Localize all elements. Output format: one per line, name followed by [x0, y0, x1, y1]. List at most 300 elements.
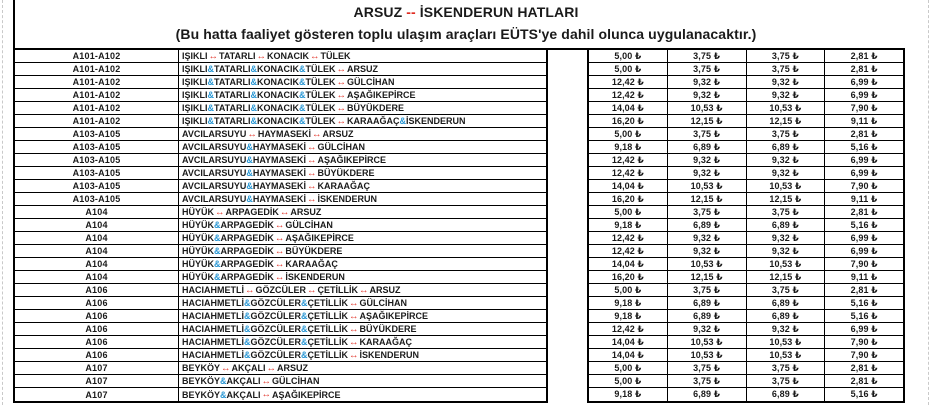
stop-name: KARAAĞAÇ	[285, 259, 338, 269]
fare-cell: 12,15 ₺	[668, 193, 747, 205]
double-arrow-icon: ↔	[307, 167, 317, 179]
ampersand-separator: &	[220, 376, 227, 386]
fare-cell: 5,16 ₺	[850, 141, 878, 152]
ampersand-separator: &	[301, 324, 308, 334]
fare-row	[589, 102, 903, 115]
stop-name: AVCILARSUYU	[182, 142, 247, 152]
fare-cell: 9,32 ₺	[668, 154, 747, 166]
stop-name: BÜYÜKDERE	[347, 103, 405, 113]
fare-cell: 5,00 ₺	[589, 362, 668, 374]
fare-row	[589, 115, 903, 128]
title-destination: İSKENDERUN HATLARI	[419, 4, 579, 20]
route-cell	[179, 323, 546, 335]
route-cell	[179, 258, 546, 270]
fare-cell: 3,75 ₺	[747, 284, 826, 296]
fare-cell: 9,18 ₺	[589, 141, 668, 153]
fare-cell: 14,04 ₺	[589, 336, 668, 348]
stop-name: HACIAHMETLİ	[182, 350, 244, 360]
route-no-cell: A104	[15, 219, 179, 231]
ampersand-separator: &	[301, 311, 308, 321]
fare-cell: 10,53 ₺	[747, 102, 826, 114]
stop-name: IŞIKLI	[182, 51, 208, 61]
route-no-cell: A101-A102	[15, 102, 179, 114]
fare-cell: 10,53 ₺	[747, 349, 826, 361]
stop-name: GÖZCÜLER	[255, 285, 306, 295]
fare-cell: 6,89 ₺	[668, 141, 747, 153]
stop-name: AKÇALI	[226, 389, 261, 400]
fare-row	[589, 206, 903, 219]
table-row	[15, 323, 546, 336]
route-cell	[179, 128, 546, 140]
ampersand-separator: &	[299, 116, 306, 126]
ampersand-separator: &	[214, 259, 221, 269]
fare-row	[589, 128, 903, 141]
stop-name: ÇETİLLİK	[307, 298, 348, 308]
fare-row	[589, 297, 903, 310]
fare-cell: 2,81 ₺	[850, 63, 878, 74]
fare-cell: 6,89 ₺	[668, 310, 747, 322]
fare-cell: 10,53 ₺	[668, 180, 747, 192]
stop-name: BEYKÖY	[182, 389, 221, 400]
fare-cell: 3,75 ₺	[668, 206, 747, 218]
ampersand-separator: &	[244, 311, 251, 321]
double-arrow-icon: ↔	[266, 362, 277, 374]
stop-name: GÜLCİHAN	[272, 376, 320, 386]
fare-cell: 9,18 ₺	[589, 388, 668, 401]
route-no-cell: A104	[15, 232, 179, 244]
ampersand-separator: &	[207, 116, 215, 126]
double-arrow-icon: ↔	[312, 128, 322, 140]
fare-cell: 6,89 ₺	[747, 297, 826, 309]
fare-row	[589, 50, 903, 63]
stop-name: HACIAHMETLİ	[182, 337, 244, 347]
stop-name: TATARLI	[214, 90, 251, 100]
fare-cell: 9,32 ₺	[747, 232, 826, 244]
route-no-cell: A101-A102	[15, 63, 179, 75]
stop-name: TÜLEK	[305, 64, 336, 74]
fare-cell: 6,99 ₺	[850, 245, 878, 256]
route-no-cell: A104	[15, 206, 179, 218]
ampersand-separator: &	[246, 168, 253, 178]
fare-cell: 3,75 ₺	[668, 128, 747, 140]
fare-row	[589, 76, 903, 89]
stop-name: ARPAGEDİK	[220, 259, 274, 269]
fare-cell: 12,42 ₺	[589, 323, 668, 335]
stop-name: GÜLCİHAN	[317, 142, 366, 152]
stop-name: TATARLI	[214, 103, 251, 113]
route-cell	[179, 310, 546, 322]
stop-name: İSKENDERUN	[406, 116, 466, 126]
fare-cell: 6,99 ₺	[850, 154, 878, 165]
stop-name: BÜYÜKDERE	[317, 168, 375, 178]
table-row	[15, 271, 546, 284]
ampersand-separator: &	[299, 64, 306, 74]
fare-cell: 3,75 ₺	[668, 362, 747, 374]
double-arrow-icon: ↔	[336, 76, 347, 88]
route-no-cell: A103-A105	[15, 193, 179, 205]
stop-name: ÇETİLLİK	[307, 324, 348, 334]
stop-name: ÇETİLLİK	[307, 337, 348, 347]
stop-name: AVCILARSUYU	[182, 168, 247, 178]
double-arrow-icon: ↔	[221, 362, 231, 374]
stop-name: KONACIK	[257, 64, 300, 74]
stop-name: HAYMASEKİ	[252, 181, 307, 191]
stop-name: ARSUZ	[290, 207, 322, 217]
table-row	[15, 167, 546, 180]
fare-cell: 10,53 ₺	[668, 258, 747, 270]
stop-name: AŞAĞIKEPİRCE	[285, 233, 354, 243]
fare-cell: 9,18 ₺	[589, 219, 668, 231]
fare-cell: 9,32 ₺	[747, 76, 826, 88]
route-cell	[179, 388, 546, 401]
route-no-cell: A107	[15, 375, 179, 387]
ampersand-separator: &	[299, 77, 306, 87]
ampersand-separator: &	[244, 324, 251, 334]
ampersand-separator: &	[301, 350, 308, 360]
fare-row	[589, 154, 903, 167]
stop-name: HAYMASEKİ	[252, 168, 307, 178]
stop-name: KONACIK	[257, 90, 300, 100]
title-origin: ARSUZ	[353, 4, 403, 20]
route-no-cell: A103-A105	[15, 128, 179, 140]
ampersand-separator: &	[244, 337, 251, 347]
fare-row	[589, 258, 903, 271]
fare-cell: 2,81 ₺	[850, 284, 878, 295]
stop-name: TÜLEK	[320, 51, 351, 61]
stop-name: AVCILARSUYU	[182, 155, 247, 165]
fare-cell: 3,75 ₺	[668, 63, 747, 75]
stop-name: GÖZCÜLER	[250, 298, 301, 308]
fare-cell: 14,04 ₺	[589, 349, 668, 361]
fare-cell: 9,11 ₺	[850, 193, 878, 204]
double-arrow-icon: ↔	[310, 50, 320, 62]
double-arrow-icon: ↔	[349, 336, 359, 348]
route-cell	[179, 349, 546, 361]
fare-cell: 12,15 ₺	[747, 271, 826, 283]
stop-name: HACIAHMETLİ	[182, 324, 244, 334]
fare-row	[589, 89, 903, 102]
fare-cell: 12,15 ₺	[747, 115, 826, 127]
stop-name: GÖZCÜLER	[250, 324, 301, 334]
stop-name: HACIAHMETLİ	[182, 285, 244, 295]
fare-cell: 6,99 ₺	[850, 167, 878, 178]
fare-cell: 3,75 ₺	[747, 362, 826, 374]
stop-name: AKÇALI	[226, 376, 261, 386]
stop-name: ÇETİLLİK	[307, 311, 348, 321]
stop-name: HÜYÜK	[182, 233, 215, 243]
stop-name: KARAAĞAÇ	[359, 337, 412, 347]
stop-name: ARSUZ	[322, 129, 354, 139]
table-row	[15, 102, 546, 115]
fare-cell: 10,53 ₺	[747, 336, 826, 348]
title-separator: --	[406, 4, 416, 20]
fare-cell: 7,90 ₺	[850, 349, 878, 360]
double-arrow-icon: ↔	[336, 102, 347, 114]
route-cell	[179, 141, 546, 153]
stop-name: KARAAĞAÇ	[347, 116, 400, 126]
fare-cell: 6,99 ₺	[850, 89, 878, 100]
fare-cell: 10,53 ₺	[747, 180, 826, 192]
stop-name: AŞAĞIKEPİRCE	[317, 155, 387, 165]
stop-name: TÜLEK	[305, 77, 336, 87]
fare-cell: 6,99 ₺	[850, 76, 878, 87]
route-cell	[179, 180, 546, 192]
stop-name: ARSUZ	[369, 285, 401, 295]
table-row	[15, 245, 546, 258]
table-row	[15, 362, 546, 375]
fare-row	[589, 323, 903, 336]
fare-row	[589, 63, 903, 76]
ampersand-separator: &	[214, 220, 221, 230]
fare-cell: 12,42 ₺	[589, 167, 668, 179]
route-table-body	[13, 50, 548, 403]
stop-name: KONACIK	[267, 51, 310, 61]
ampersand-separator: &	[301, 337, 308, 347]
route-cell	[179, 232, 546, 244]
route-cell	[179, 76, 546, 88]
fare-cell: 3,75 ₺	[668, 50, 747, 62]
route-cell	[179, 284, 546, 296]
stop-name: KONACIK	[257, 116, 300, 126]
fare-cell: 10,53 ₺	[747, 258, 826, 270]
table-row	[15, 89, 546, 102]
fare-tables-wrapper	[13, 48, 905, 403]
stop-name: IŞIKLI	[182, 64, 208, 74]
ampersand-separator: &	[207, 77, 215, 87]
route-no-cell: A104	[15, 271, 179, 283]
route-no-cell: A104	[15, 258, 179, 270]
fare-table-body	[587, 50, 905, 403]
table-row	[15, 349, 546, 362]
double-arrow-icon: ↔	[336, 115, 347, 127]
route-no-cell: A103-A105	[15, 154, 179, 166]
fare-cell: 9,32 ₺	[747, 323, 826, 335]
fare-row	[589, 167, 903, 180]
fare-cell: 6,89 ₺	[668, 388, 747, 401]
fare-row	[589, 141, 903, 154]
route-no-cell: A107	[15, 388, 179, 401]
fare-cell: 6,89 ₺	[747, 219, 826, 231]
stop-name: TATARLI	[214, 64, 251, 74]
double-arrow-icon: ↔	[279, 206, 290, 218]
double-arrow-icon: ↔	[349, 310, 359, 322]
stop-name: KARAAĞAÇ	[317, 181, 371, 191]
double-arrow-icon: ↔	[274, 271, 285, 283]
table-row	[15, 141, 546, 154]
stop-name: TÜLEK	[305, 103, 336, 113]
page-break-line	[928, 0, 929, 405]
route-no-cell: A106	[15, 310, 179, 322]
ampersand-separator: &	[214, 233, 221, 243]
double-arrow-icon: ↔	[307, 141, 317, 153]
fare-cell: 5,16 ₺	[850, 310, 878, 321]
table-row	[15, 297, 546, 310]
stop-name: AVCILARSUYU	[182, 194, 247, 204]
stop-name: AVCILARSUYU	[182, 129, 247, 139]
stop-name: İSKENDERUN	[359, 350, 420, 360]
fare-cell: 5,00 ₺	[589, 375, 668, 387]
stop-name: HACIAHMETLİ	[182, 298, 244, 308]
table-row	[15, 50, 546, 63]
stop-name: ARSUZ	[277, 363, 309, 373]
ampersand-separator: &	[250, 116, 258, 126]
fare-cell: 5,00 ₺	[589, 63, 668, 75]
stop-name: ARPAGEDİK	[220, 272, 274, 282]
fare-cell: 12,42 ₺	[589, 232, 668, 244]
stop-name: BEYKÖY	[182, 376, 221, 386]
fare-cell: 9,32 ₺	[668, 323, 747, 335]
fare-cell: 7,90 ₺	[850, 336, 878, 347]
fare-cell: 2,81 ₺	[850, 206, 878, 217]
fare-cell: 6,99 ₺	[850, 323, 878, 334]
route-cell	[179, 362, 546, 374]
route-cell	[179, 271, 546, 283]
fare-cell: 3,75 ₺	[668, 284, 747, 296]
route-cell	[179, 102, 546, 114]
double-arrow-icon: ↔	[274, 232, 285, 244]
double-arrow-icon: ↔	[307, 180, 317, 192]
fare-row	[589, 362, 903, 375]
stop-name: GÜLCİHAN	[359, 298, 407, 308]
fare-cell: 16,20 ₺	[589, 271, 668, 283]
table-row	[15, 336, 546, 349]
fare-cell: 9,11 ₺	[850, 271, 878, 282]
stop-name: BÜYÜKDERE	[285, 246, 343, 256]
double-arrow-icon: ↔	[359, 284, 369, 296]
stop-name: TATARLI	[219, 51, 256, 61]
route-cell	[179, 115, 546, 127]
page-title	[0, 2, 932, 24]
table-gap	[548, 50, 587, 403]
stop-name: BEYKÖY	[182, 363, 221, 373]
table-row	[15, 180, 546, 193]
ampersand-separator: &	[299, 90, 306, 100]
fare-cell: 3,75 ₺	[747, 63, 826, 75]
page-subtitle: (Bu hatta faaliyet gösteren toplu ulaşım araçları EÜTS'ye dahil olunca uygulanacaktır.)	[175, 25, 757, 42]
fare-row	[589, 219, 903, 232]
route-no-cell: A101-A102	[15, 89, 179, 101]
fare-cell: 10,53 ₺	[668, 336, 747, 348]
ampersand-separator: &	[399, 116, 407, 126]
fare-cell: 5,00 ₺	[589, 206, 668, 218]
fare-cell: 5,16 ₺	[850, 389, 878, 399]
double-arrow-icon: ↔	[274, 258, 285, 270]
stop-name: GÜLCİHAN	[347, 77, 395, 87]
fare-cell: 16,20 ₺	[589, 193, 668, 205]
stop-name: GÖZCÜLER	[250, 311, 301, 321]
stop-name: ARPAGEDİK	[225, 207, 279, 217]
table-row	[15, 388, 546, 401]
fare-cell: 14,04 ₺	[589, 180, 668, 192]
route-no-cell: A103-A105	[15, 141, 179, 153]
stop-name: HÜYÜK	[182, 207, 215, 217]
fare-row	[589, 388, 903, 401]
fare-cell: 2,81 ₺	[850, 375, 878, 386]
fare-cell: 12,15 ₺	[668, 271, 747, 283]
stop-name: TÜLEK	[305, 116, 336, 126]
route-no-cell: A101-A102	[15, 50, 179, 62]
double-arrow-icon: ↔	[307, 284, 317, 296]
stop-name: İSKENDERUN	[285, 272, 345, 282]
route-no-cell: A106	[15, 284, 179, 296]
fare-cell: 12,42 ₺	[589, 76, 668, 88]
double-arrow-icon: ↔	[256, 50, 267, 62]
route-no-cell: A106	[15, 297, 179, 309]
route-no-cell: A103-A105	[15, 180, 179, 192]
stop-name: TÜLEK	[305, 90, 336, 100]
stop-name: HÜYÜK	[182, 246, 215, 256]
table-row	[15, 63, 546, 76]
double-arrow-icon: ↔	[274, 219, 285, 231]
fare-cell: 3,75 ₺	[747, 128, 826, 140]
ampersand-separator: &	[214, 246, 221, 256]
ampersand-separator: &	[299, 103, 306, 113]
table-row	[15, 219, 546, 232]
fare-cell: 6,89 ₺	[668, 219, 747, 231]
double-arrow-icon: ↔	[307, 193, 317, 205]
table-row	[15, 154, 546, 167]
fare-cell: 6,89 ₺	[668, 297, 747, 309]
stop-name: ÇETİLLİK	[307, 350, 348, 360]
double-arrow-icon: ↔	[245, 284, 255, 296]
stop-name: IŞIKLI	[182, 90, 208, 100]
double-arrow-icon: ↔	[274, 245, 285, 257]
ampersand-separator: &	[250, 103, 258, 113]
route-no-cell: A103-A105	[15, 167, 179, 179]
double-arrow-icon: ↔	[307, 154, 317, 166]
table-row	[15, 206, 546, 219]
ampersand-separator: &	[207, 103, 215, 113]
stop-name: AVCILARSUYU	[182, 181, 247, 191]
ampersand-separator: &	[246, 194, 253, 204]
stop-name: HÜYÜK	[182, 220, 215, 230]
stop-name: AŞAĞIKEPİRCE	[272, 389, 341, 400]
fare-cell: 9,18 ₺	[589, 297, 668, 309]
fare-row	[589, 336, 903, 349]
stop-name: GÖZCÜLER	[250, 337, 301, 347]
ampersand-separator: &	[246, 155, 253, 165]
stop-name: İSKENDERUN	[317, 194, 378, 204]
double-arrow-icon: ↔	[247, 128, 257, 140]
fare-cell: 6,99 ₺	[850, 232, 878, 243]
fare-cell: 14,04 ₺	[589, 258, 668, 270]
ampersand-separator: &	[246, 181, 253, 191]
stop-name: HAYMASEKİ	[252, 142, 307, 152]
route-no-cell: A101-A102	[15, 76, 179, 88]
ampersand-separator: &	[250, 90, 258, 100]
route-no-cell: A107	[15, 362, 179, 374]
double-arrow-icon: ↔	[215, 206, 225, 218]
table-row	[15, 310, 546, 323]
route-cell	[179, 50, 546, 62]
stop-name: GÖZCÜLER	[250, 350, 301, 360]
stop-name: HÜYÜK	[182, 272, 215, 282]
table-row	[15, 76, 546, 89]
fare-cell: 9,32 ₺	[668, 245, 747, 257]
stop-name: HAYMASEKİ	[252, 194, 307, 204]
double-arrow-icon: ↔	[349, 323, 359, 335]
fare-cell: 6,89 ₺	[747, 141, 826, 153]
route-cell	[179, 154, 546, 166]
fare-cell: 3,75 ₺	[747, 50, 826, 62]
route-cell	[179, 375, 546, 387]
route-no-cell: A106	[15, 323, 179, 335]
ampersand-separator: &	[207, 64, 215, 74]
stop-name: ARPAGEDİK	[220, 246, 274, 256]
fare-cell: 10,53 ₺	[668, 102, 747, 114]
fare-cell: 9,32 ₺	[668, 76, 747, 88]
fare-cell: 6,89 ₺	[747, 388, 826, 401]
